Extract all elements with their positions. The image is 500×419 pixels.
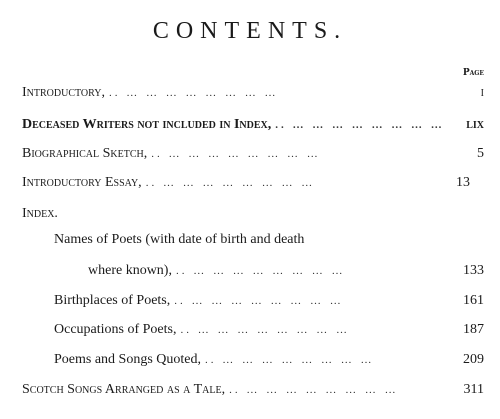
toc-entry-page: 209 <box>463 352 484 367</box>
dot-leader: .. … … … … … … … … <box>205 354 375 366</box>
dot-leader: .. … … … … … … … … <box>275 119 445 131</box>
dot-leader: .. … … … … … … … … <box>145 177 316 189</box>
toc-entry-page: 13 <box>456 175 470 190</box>
toc-entry-label: Birthplaces of Poets, <box>54 293 171 308</box>
toc-entry-names-line1[interactable]: Names of Poets (with date of birth and death <box>54 232 305 247</box>
dot-leader: .. … … … … … … … … <box>229 384 399 396</box>
toc-entry-birthplaces[interactable] <box>54 292 484 310</box>
toc-entry-label: Scotch Songs Arranged as a Tale, <box>22 382 226 397</box>
toc-entry-page: 133 <box>463 263 484 278</box>
dot-leader: .. … … … … … … … … <box>151 148 321 160</box>
toc-entry-introductory-essay[interactable] <box>22 174 470 192</box>
page-title: CONTENTS. <box>152 18 348 44</box>
toc-entry-label: Introductory Essay, <box>22 175 142 190</box>
page-column-label: Page <box>462 68 484 78</box>
toc-entry-label: Biographical Sketch, <box>22 146 148 161</box>
toc-entry-scotch-songs[interactable] <box>22 381 484 399</box>
toc-entry-page: 187 <box>463 322 484 337</box>
toc-entry-label: where known), <box>88 263 172 278</box>
dot-leader: .. … … … … … … … … <box>109 87 279 99</box>
toc-entry-label: Poems and Songs Quoted, <box>54 352 201 367</box>
toc-entry-introductory[interactable] <box>22 84 484 102</box>
toc-entry-page: 311 <box>463 382 484 397</box>
toc-entry-poems-songs[interactable] <box>54 351 484 369</box>
toc-entry-occupations[interactable] <box>54 321 484 339</box>
toc-entry-page: i <box>480 85 484 100</box>
dot-leader: .. … … … … … … … … <box>175 265 346 277</box>
toc-entry-label: Introductory, <box>22 85 105 100</box>
toc-entry-label: Deceased Writers not included in Index, <box>22 117 272 132</box>
toc-entry-page: 161 <box>463 293 484 308</box>
toc-entry-biographical-sketch[interactable] <box>22 145 484 163</box>
dot-leader: .. … … … … … … … … <box>174 295 344 307</box>
index-heading: Index. <box>22 206 58 221</box>
toc-entry-deceased-writers[interactable] <box>22 116 484 134</box>
toc-entry-names-of-poets[interactable] <box>88 262 484 280</box>
toc-entry-label: Occupations of Poets, <box>54 322 177 337</box>
dot-leader: .. … … … … … … … … <box>180 324 350 336</box>
toc-entry-page: 5 <box>477 146 484 161</box>
toc-entry-page: lix <box>466 117 484 132</box>
